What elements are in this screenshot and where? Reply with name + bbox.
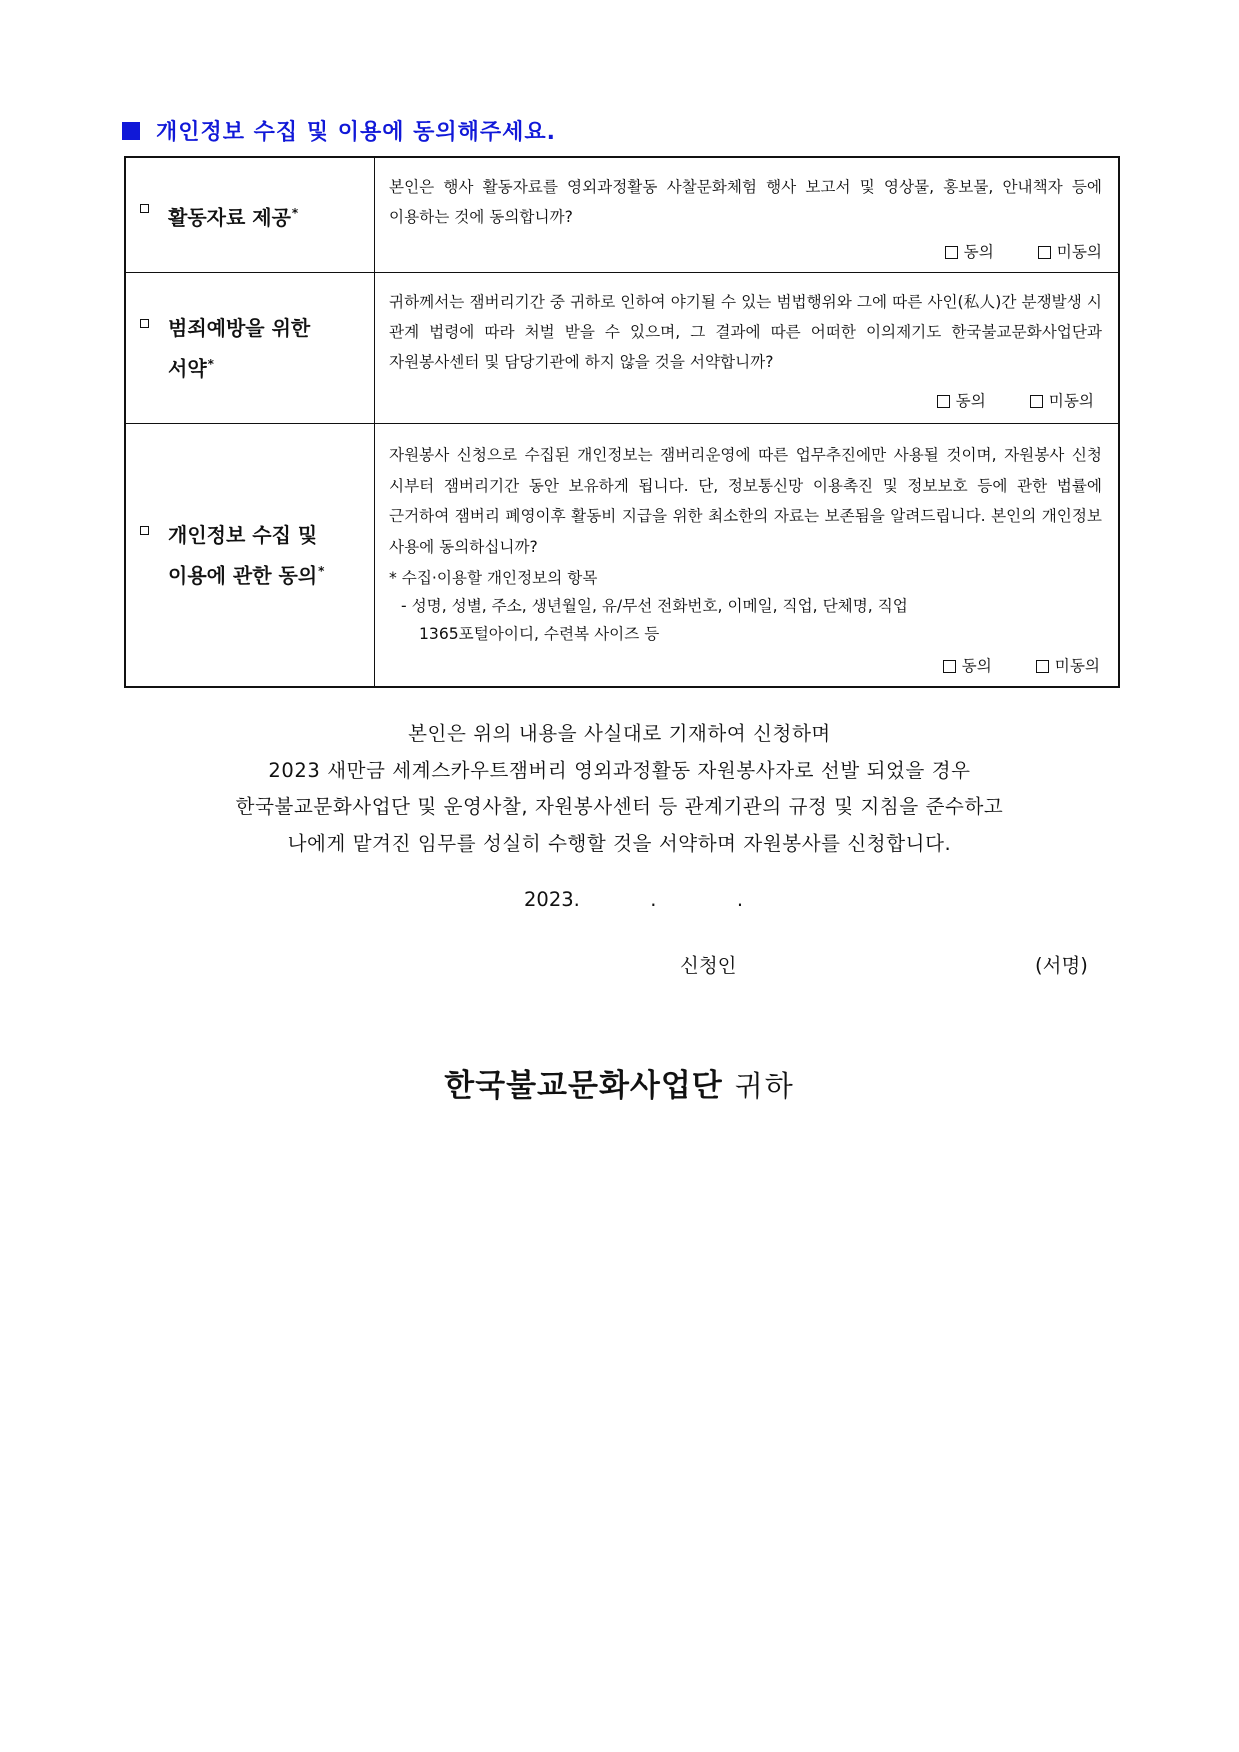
agree-options <box>945 240 1102 264</box>
checkbox-icon <box>1036 660 1049 673</box>
disagree-checkbox[interactable] <box>1038 240 1102 264</box>
row-description: 자원봉사 신청으로 수집된 개인정보는 잼버리운영에 따른 업무추진에만 사용될 것이며, 자원봉사 신청 시부터 잼버리기간 동안 보유하게 됩니다. 단, 정보통신망 이용촉진 및 정보보호 등에 관한 법률에 근거하여 잼버리 폐영이후 활동비 지급을 위한 최소한의 자료는 보존됨을 알려드립니다. 본인의 개인정보 사용에 동의하십니까? <box>389 446 1103 556</box>
disagree-label: 미동의 <box>1048 392 1094 410</box>
consent-row-activity-materials <box>126 158 1118 273</box>
date-month-separator: . <box>650 888 657 911</box>
signature-field[interactable]: (서명) <box>1035 954 1088 977</box>
row-content-cell <box>375 424 1118 686</box>
row-content-cell <box>375 158 1118 272</box>
consent-row-crime-prevention <box>126 273 1118 424</box>
date-day-separator: . <box>736 888 744 911</box>
declaration-line: 한국불교문화사업단 및 운영사찰, 자원봉사센터 등 관계기관의 규정 및 지침을 준수하고 <box>235 795 1004 818</box>
declaration-text <box>0 716 1239 862</box>
date-field[interactable] <box>524 888 743 911</box>
agree-checkbox[interactable] <box>945 240 994 264</box>
disagree-label: 미동의 <box>1056 243 1102 261</box>
disagree-checkbox[interactable] <box>1036 654 1100 678</box>
declaration-line: 나에게 맡겨진 임무를 성실히 수행할 것을 서약하며 자원봉사를 신청합니다. <box>287 831 952 855</box>
consent-table <box>124 156 1120 688</box>
items-line: - 성명, 성별, 주소, 생년월일, 유/무선 전화번호, 이메일, 직업, 단체명, 직업 <box>401 597 908 615</box>
checkbox-icon <box>1038 246 1051 259</box>
row-content-cell <box>375 273 1118 423</box>
row-description: 귀하께서는 잼버리기간 중 귀하로 인하여 야기될 수 있는 범법행위와 그에 따른 사인(私人)간 분쟁발생 시 관계 법령에 따라 처벌 받을 수 있으며, 그 결과에 따른 어떠한 이의제기도 한국불교문화사업단과 자원봉사센터 및 담당기관에 하지 않을 것을 서약합니까? <box>389 293 1102 371</box>
row-label: 활동자료 제공* <box>168 205 299 230</box>
consent-row-personal-info <box>126 424 1118 686</box>
agree-options <box>937 389 1094 413</box>
disagree-label: 미동의 <box>1054 657 1100 675</box>
addressee <box>0 1060 1239 1105</box>
items-title: * 수집·이용할 개인정보의 항목 <box>389 569 598 587</box>
square-bullet-icon <box>140 204 149 213</box>
collected-items-list <box>389 564 1102 648</box>
date-year: 2023. <box>524 888 580 911</box>
declaration-line: 본인은 위의 내용을 사실대로 기재하여 신청하며 <box>408 722 831 745</box>
applicant-label: 신청인 <box>680 954 737 977</box>
checkbox-icon <box>937 395 950 408</box>
row-description: 본인은 행사 활동자료를 영외과정활동 사찰문화체험 행사 보고서 및 영상물, 홍보물, 안내책자 등에 이용하는 것에 동의합니까? <box>389 178 1102 226</box>
checkbox-icon <box>1030 395 1043 408</box>
row-label-cell <box>126 424 375 686</box>
section-heading-text: 개인정보 수집 및 이용에 동의해주세요. <box>156 120 557 145</box>
checkbox-icon <box>945 246 958 259</box>
agree-checkbox[interactable] <box>943 654 992 678</box>
row-label-cell <box>126 273 375 423</box>
checkbox-icon <box>943 660 956 673</box>
square-bullet-icon <box>140 526 149 535</box>
addressee-honorific: 귀하 <box>734 1069 795 1103</box>
row-label: 개인정보 수집 및 이용에 관한 동의* <box>168 522 325 588</box>
agree-checkbox[interactable] <box>937 389 986 413</box>
required-mark: * <box>207 356 214 371</box>
required-mark: * <box>318 563 325 578</box>
row-label-cell <box>126 158 375 272</box>
addressee-organization: 한국불교문화사업단 <box>444 1068 723 1104</box>
disagree-checkbox[interactable] <box>1030 389 1094 413</box>
section-heading <box>122 115 556 146</box>
agree-label: 동의 <box>963 243 994 261</box>
square-bullet-icon <box>140 319 149 328</box>
row-label: 범죄예방을 위한 서약* <box>168 315 311 381</box>
agree-label: 동의 <box>955 392 986 410</box>
required-mark: * <box>291 205 299 220</box>
declaration-line: 2023 새만금 세계스카우트잼버리 영외과정활동 자원봉사자로 선발 되었을 경우 <box>268 758 971 782</box>
agree-label: 동의 <box>961 657 992 675</box>
heading-square-icon <box>122 122 140 140</box>
agree-options <box>943 654 1100 678</box>
items-line: 1365포털아이디, 수련복 사이즈 등 <box>419 625 660 643</box>
